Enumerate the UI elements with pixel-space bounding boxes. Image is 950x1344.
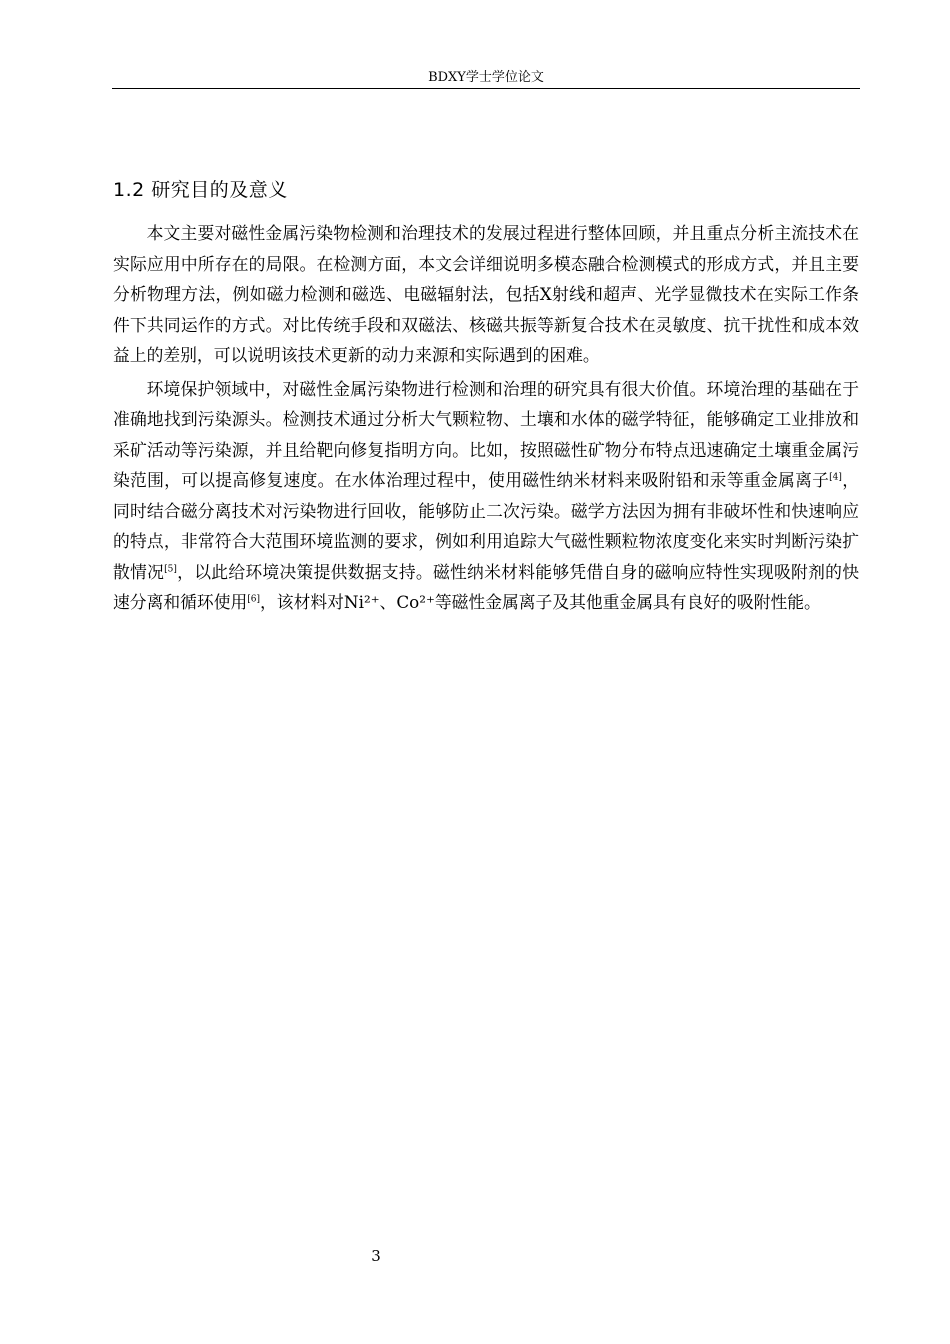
- paragraph-segment: 环境保护领域中，对磁性金属污染物进行检测和治理的研究具有很大价值。环境治理的基础在于准确地找到污染源头。检测技术通过分析大气颗粒物、土壤和水体的磁学特征，能够确定工业排放和采矿活动等污染源，并且给靶向修复指明方向。比如，按照磁性矿物分布特点迅速确定土壤重金属污染范围，可以提高修复速度。在水体治理过程中，使用磁性纳米材料来吸附铅和汞等重金属离子: [113, 378, 859, 490]
- page-number: 3: [371, 1247, 381, 1265]
- citation-4[interactable]: [4]: [829, 472, 842, 483]
- paragraph-segment: ，以此给环境决策提供数据支持。磁性纳米材料能够凭借自身的磁响应特性实现吸附剂的快速分离和循环使用: [113, 561, 859, 612]
- paragraph-purpose: 本文主要对磁性金属污染物检测和治理技术的发展过程进行整体回顾，并且重点分析主流技术在实际应用中所存在的局限。在检测方面，本文会详细说明多模态融合检测模式的形成方式，并且主要分析物理方法，例如磁力检测和磁选、电磁辐射法，包括X射线和超声、光学显微技术在实际工作条件下共同运作的方式。对比传统手段和双磁法、核磁共振等新复合技术在灵敏度、抗干扰性和成本效益上的差别，可以说明该技术更新的动力来源和实际遇到的困难。: [113, 223, 859, 365]
- section-heading: 1.2 研究目的及意义: [113, 179, 288, 201]
- citation-5[interactable]: [5]: [164, 563, 177, 574]
- page-header: [112, 70, 860, 89]
- citation-6[interactable]: [6]: [247, 594, 261, 605]
- paragraph-significance: [113, 374, 859, 618]
- paragraph-segment: ，该材料对Ni²⁺、Co²⁺等磁性金属离子及其他重金属具有良好的吸附性能。: [260, 592, 821, 612]
- body-text: [113, 218, 859, 618]
- paragraph-segment: ，同时结合磁分离技术对污染物进行回收，能够防止二次污染。磁学方法因为拥有非破坏性和快速响应的特点，非常符合大范围环境监测的要求，例如利用追踪大气磁性颗粒物浓度变化来实时判断污染扩散情况: [113, 470, 859, 582]
- header-title: BDXY学士学位论文: [428, 70, 544, 85]
